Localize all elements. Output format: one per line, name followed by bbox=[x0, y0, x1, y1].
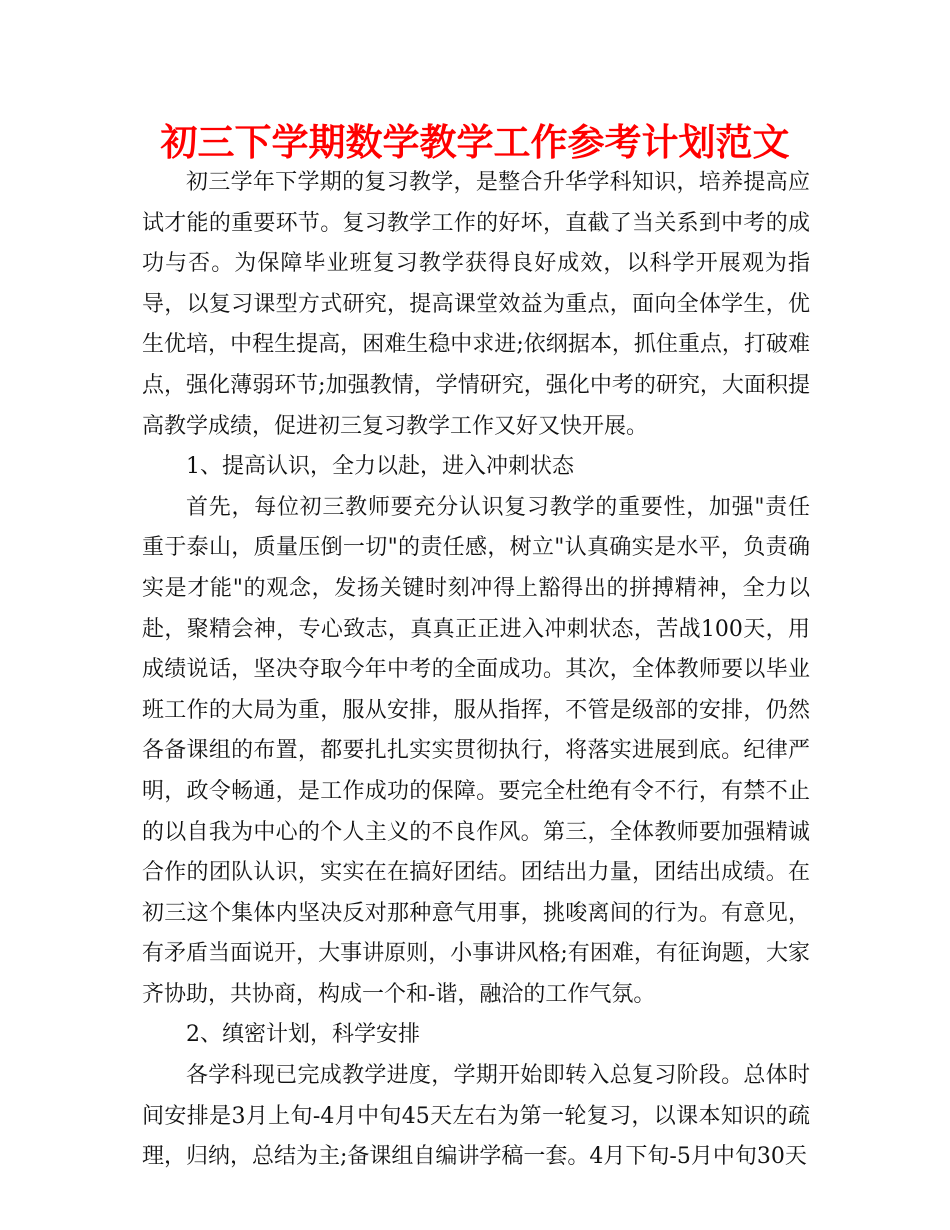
section-1-paragraph: 首先，每位初三教师要充分认识复习教学的重要性，加强"责任重于泰山，质量压倒一切"的责任感，树立"认真确实是水平，负责确实是才能"的观念，发扬关键时刻冲得上豁得出的拼搏精神，全力以赴，聚精会神，专心致志，真真正正进入冲刺状态，苦战100天，用成绩说话，坚决夺取今年中考的全面成功。其次，全体教师要以毕业班工作的大局为重，服从安排，服从指挥，不管是级部的安排，仍然各备课组的布置，都要扎扎实实贯彻执行，将落实进展到底。纪律严明，政令畅通，是工作成功的保障。要完全杜绝有令不行，有禁不止的以自我为中心的个人主义的不良作风。第三，全体教师要加强精诚合作的团队认识，实实在在搞好团结。团结出力量，团结出成绩。在初三这个集体内坚决反对那种意气用事，挑唆离间的行为。有意见，有矛盾当面说开，大事讲原则，小事讲风格;有困难，有征询题，大家齐协助，共协商，构成一个和-谐，融洽的工作气氛。 bbox=[142, 494, 810, 1007]
document-title: 初三下学期数学教学工作参考计划范文 bbox=[160, 121, 790, 164]
section-heading-1: 1、提高认识，全力以赴，进入冲刺状态 bbox=[186, 454, 574, 480]
section-heading-2: 2、缜密计划，科学安排 bbox=[186, 1022, 420, 1048]
intro-paragraph: 初三学年下学期的复习教学，是整合升华学科知识，培养提高应试才能的重要环节。复习教学工作的好坏，直截了当关系到中考的成功与否。为保障毕业班复习教学获得良好成效，以科学开展观为指导，以复习课型方式研究，提高课堂效益为重点，面向全体学生，优生优培，中程生提高，困难生稳中求进;依纲据本，抓住重点，打破难点，强化薄弱环节;加强教情，学情研究，强化中考的研究，大面积提高教学成绩，促进初三复习教学工作又好又快开展。 bbox=[142, 170, 810, 439]
document-body bbox=[142, 163, 810, 1178]
section-2-paragraph: 各学科现已完成教学进度，学期开始即转入总复习阶段。总体时间安排是3月上旬-4月中旬45天左右为第一轮复习，以课本知识的疏理，归纳，总结为主;备课组自编讲学稿一套。4月下旬-5月中旬30天 bbox=[142, 1063, 810, 1170]
